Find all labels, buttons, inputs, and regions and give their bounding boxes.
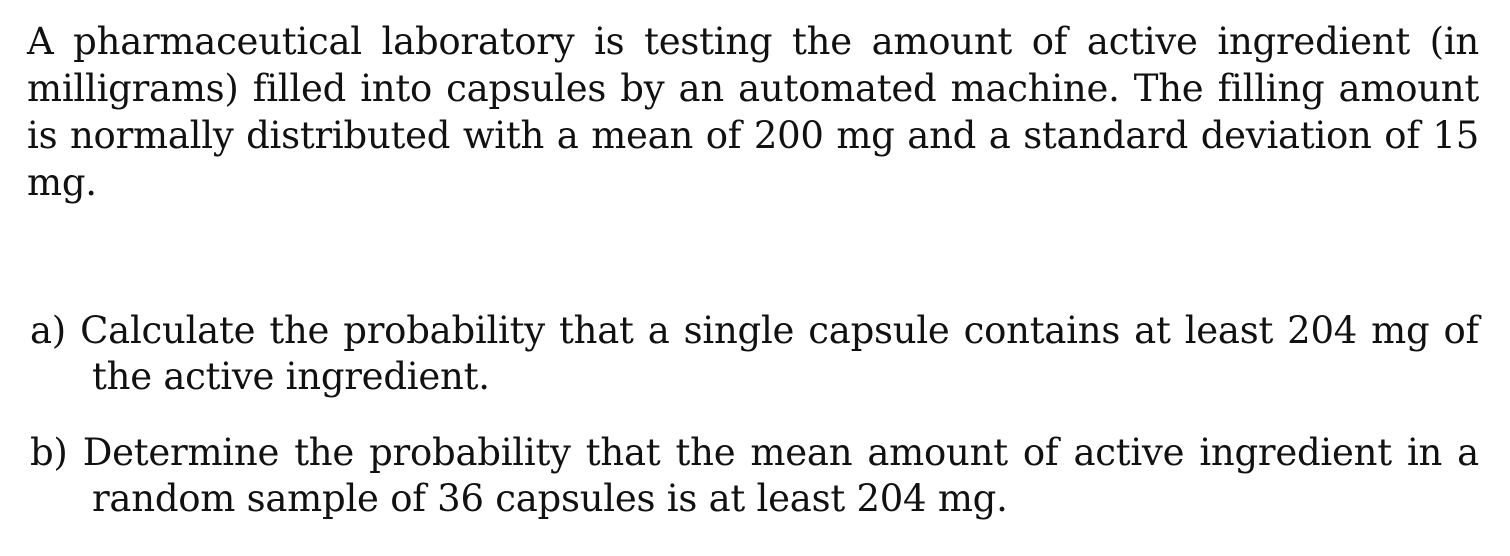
question-part-a: a) Calculate the probability that a single capsule contains at least 204 mg of the active ingredient. [30, 309, 1479, 398]
problem-intro: A pharmaceutical laboratory is testing the amount of active ingredient (in milligrams) filled into capsules by an automated machine. The filling amount is normally distributed with a mean of 200 mg and a standard deviation of 15 mg. [27, 20, 1479, 204]
problem-document [27, 18, 1479, 206]
question-part-b: b) Determine the probability that the mean amount of active ingredient in a random sample of 36 capsules is at least 204 mg. [30, 431, 1479, 520]
question-list [27, 308, 1479, 522]
